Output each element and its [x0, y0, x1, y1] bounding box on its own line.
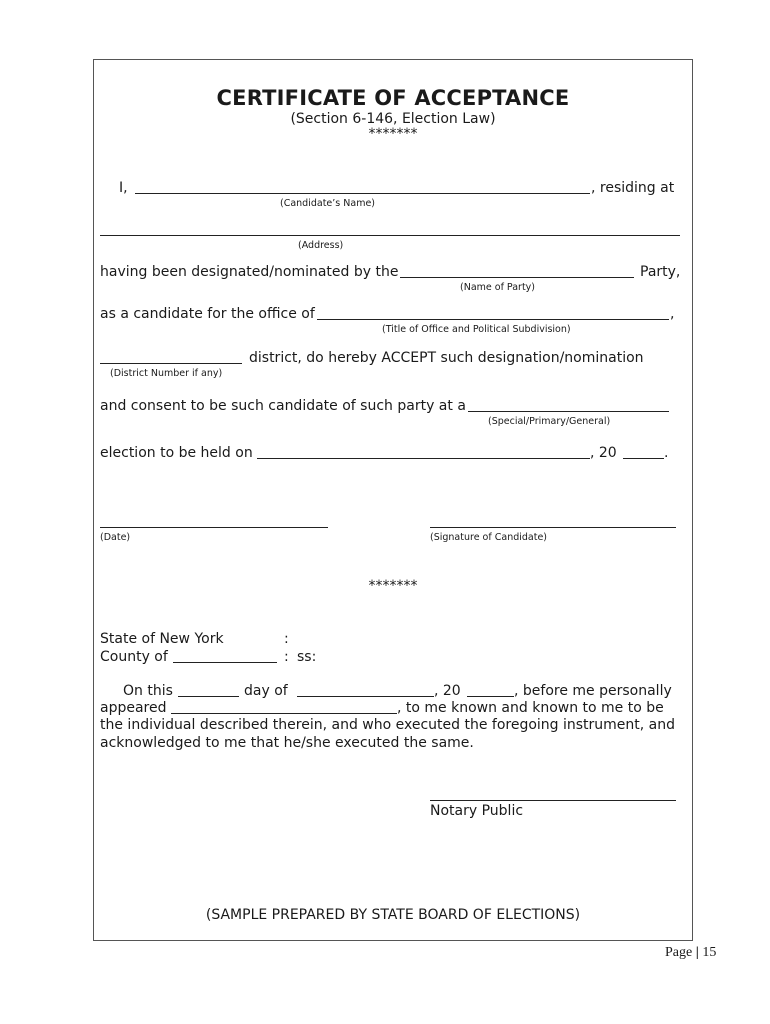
stars-top: *******	[368, 126, 418, 142]
party-text: Party,	[640, 264, 681, 280]
office-caption: (Title of Office and Political Subdivision)	[382, 324, 571, 335]
ack-known: , to me known and known to me to be	[397, 700, 664, 716]
election-type-caption: (Special/Primary/General)	[488, 416, 611, 427]
form-subtitle: (Section 6-146, Election Law)	[290, 111, 496, 127]
office-comma: ,	[670, 306, 675, 322]
election-date-text: election to be held on	[100, 445, 253, 461]
notary-signature-field[interactable]	[430, 800, 676, 801]
venue-state: State of New York	[100, 631, 224, 647]
ack-year-prefix: , 20	[434, 683, 461, 699]
election-period: .	[664, 445, 669, 461]
district-caption: (District Number if any)	[110, 368, 223, 379]
party-name-field[interactable]	[400, 277, 634, 278]
ack-appeared: appeared	[100, 700, 167, 716]
venue-ss: ss:	[297, 649, 317, 665]
signature-caption: (Signature of Candidate)	[430, 532, 548, 543]
election-type-field[interactable]	[468, 411, 669, 412]
ack-month-field[interactable]	[297, 696, 434, 697]
year-prefix: , 20	[590, 445, 617, 461]
party-name-caption: (Name of Party)	[460, 282, 536, 293]
footer-note: (SAMPLE PREPARED BY STATE BOARD OF ELECTIONS)	[205, 907, 581, 923]
election-year-field[interactable]	[623, 458, 664, 459]
ack-line-4: acknowledged to me that he/she executed the same.	[100, 735, 474, 751]
ack-on-this: On this	[123, 683, 173, 699]
election-date-field[interactable]	[257, 458, 590, 459]
address-field[interactable]	[100, 235, 680, 236]
designated-text: having been designated/nominated by the	[100, 264, 399, 280]
ack-before-me: , before me personally	[514, 683, 672, 699]
ack-day-of: day of	[244, 683, 288, 699]
venue-state-colon: :	[284, 631, 289, 647]
form-title: CERTIFICATE OF ACCEPTANCE	[216, 86, 570, 110]
office-text: as a candidate for the office of	[100, 306, 315, 322]
stars-middle: *******	[368, 578, 418, 594]
office-title-field[interactable]	[317, 319, 669, 320]
notary-label: Notary Public	[430, 803, 524, 819]
consent-text: and consent to be such candidate of such party at a	[100, 398, 466, 414]
candidate-prefix: I,	[119, 180, 128, 196]
page-number-value: 15	[702, 945, 717, 960]
date-caption: (Date)	[100, 532, 131, 543]
venue-county-colon: :	[284, 649, 289, 665]
district-number-field[interactable]	[100, 363, 242, 364]
address-caption: (Address)	[298, 240, 344, 251]
date-field[interactable]	[100, 527, 328, 528]
district-accept-text: district, do hereby ACCEPT such designation/nomination	[249, 350, 644, 366]
venue-county: County of	[100, 649, 168, 665]
candidate-name-caption: (Candidate’s Name)	[280, 198, 375, 209]
page-separator: |	[695, 945, 699, 960]
signature-field[interactable]	[430, 527, 676, 528]
residing-at-text: , residing at	[591, 180, 675, 196]
ack-year-field[interactable]	[467, 696, 514, 697]
ack-person-field[interactable]	[171, 713, 397, 714]
county-field[interactable]	[173, 662, 277, 663]
ack-line-3: the individual described therein, and who executed the foregoing instrument, and	[100, 717, 676, 733]
page-label: Page	[665, 945, 693, 960]
page-number	[665, 944, 716, 961]
ack-day-field[interactable]	[178, 696, 239, 697]
candidate-name-field[interactable]	[135, 193, 590, 194]
